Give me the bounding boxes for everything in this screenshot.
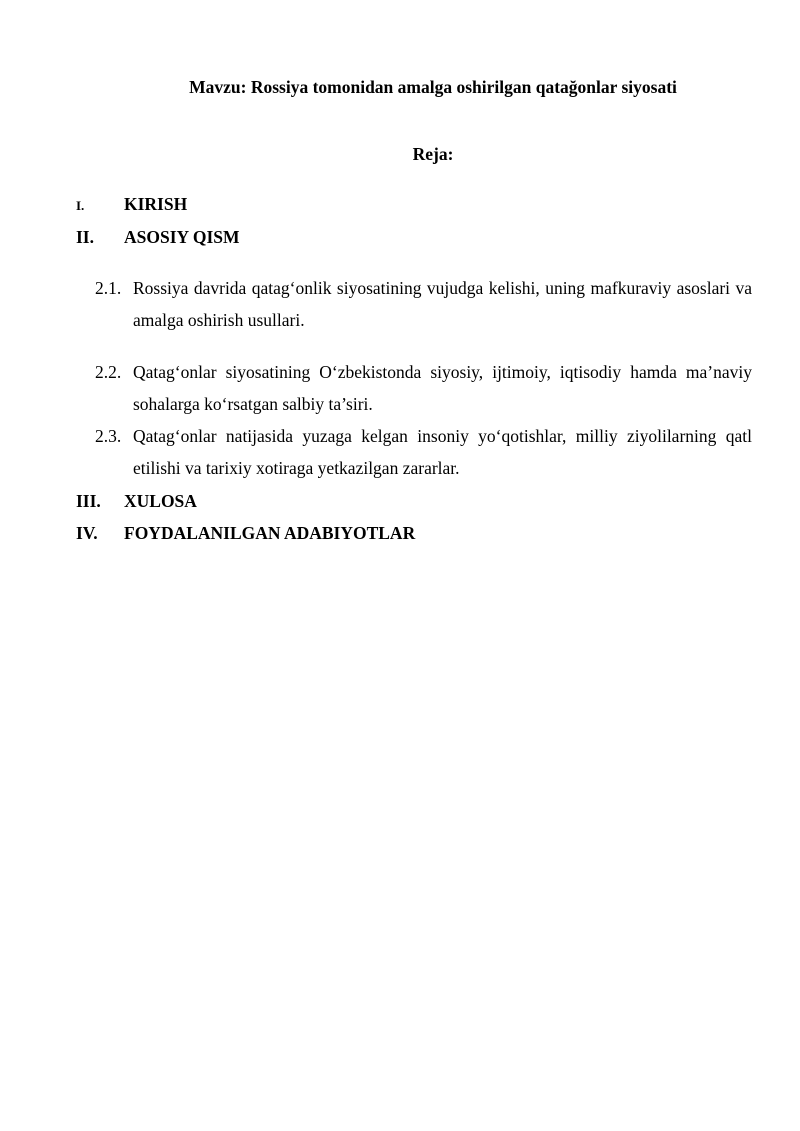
section-item-kirish [76,193,187,217]
section-label: XULOSA [124,491,197,511]
section-item-xulosa [76,490,197,512]
subsection-text: Rossiya davrida qatag‘onlik siyosatining vujudga kelishi, uning mafkuraviy asoslari va amalga oshirish usullari. [133,278,752,330]
section-item-adabiyotlar [76,522,415,544]
section-item-asosiy-qism [76,226,240,248]
section-number: I. [76,198,85,213]
document-title: Mavzu: Rossiya tomonidan amalga oshirilgan qatağonlar siyosati [189,77,677,97]
subsection-item-2-1 [95,272,752,336]
subsection-text: Qatag‘onlar natijasida yuzaga kelgan insoniy yo‘qotishlar, milliy ziyolilarning qatl etilishi va tarixiy xotiraga yetkazilgan zararlar. [133,426,752,478]
subsection-item-2-2 [95,356,752,420]
section-label: FOYDALANILGAN ADABIYOTLAR [124,523,416,543]
subsection-text: Qatag‘onlar siyosatining O‘zbekistonda siyosiy, ijtimoiy, iqtisodiy hamda ma’naviy sohalarga ko‘rsatgan salbiy ta’siri. [133,362,752,414]
section-number: III. [76,491,101,511]
subsection-number: 2.1. [95,278,122,298]
subsection-item-2-3 [95,420,752,484]
section-label: ASOSIY QISM [124,227,240,247]
subsection-number: 2.2. [95,362,122,382]
section-number: IV. [76,523,98,543]
section-number: II. [76,227,94,247]
plan-heading: Reja: [412,144,454,164]
subsection-number: 2.3. [95,426,122,446]
section-label: KIRISH [124,194,188,214]
